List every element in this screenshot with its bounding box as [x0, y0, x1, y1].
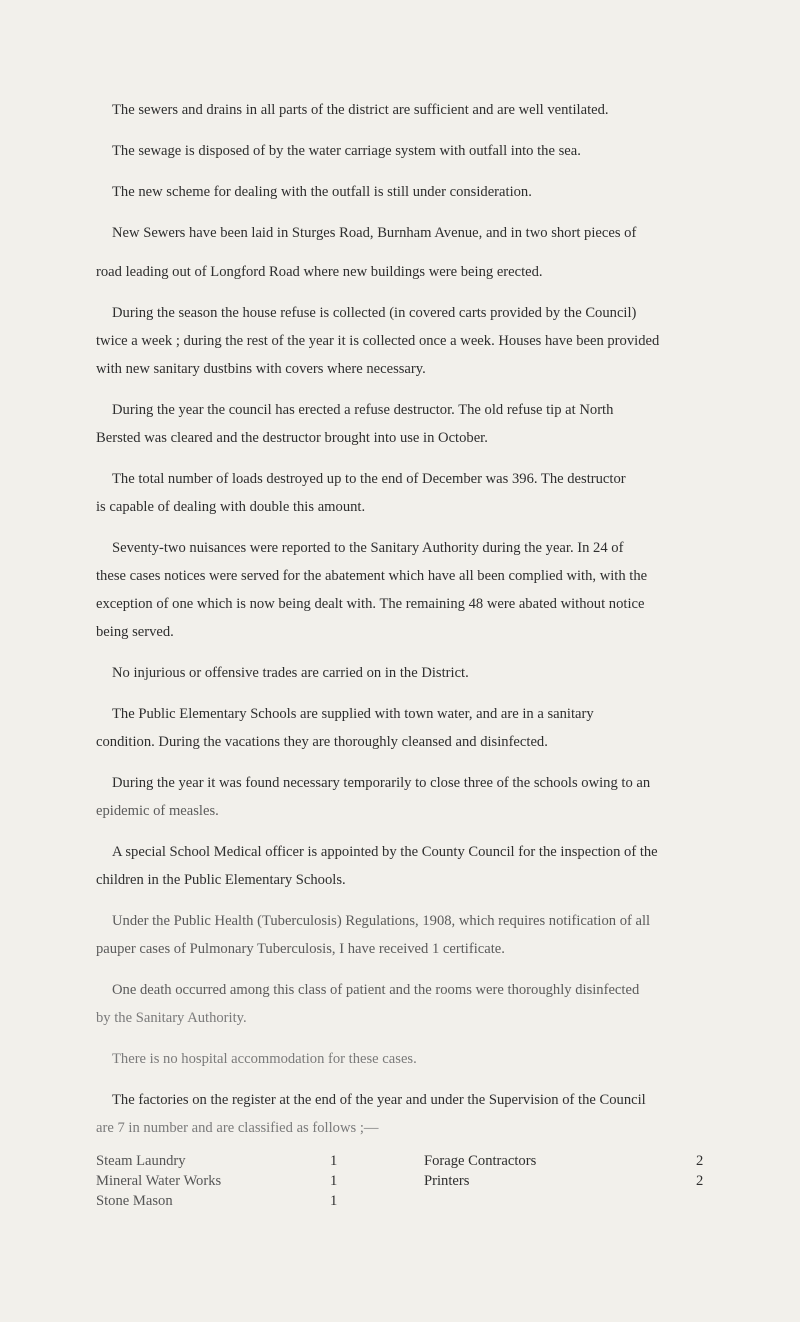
para-tuberculosis-line2: pauper cases of Pulmonary Tuberculosis, I have received 1 certificate. — [96, 941, 505, 957]
factory-count-stone-mason: 1 — [330, 1193, 338, 1209]
para-schools-water-line1: The Public Elementary Schools are supplied with town water, and are in a sanitary — [112, 706, 594, 722]
factory-count-forage: 2 — [696, 1153, 704, 1169]
factory-label-steam-laundry: Steam Laundry — [96, 1153, 186, 1169]
para-nuisances-line3: exception of one which is now being dealt with. The remaining 48 were abated without notice — [96, 596, 645, 612]
factory-count-mineral-water: 1 — [330, 1173, 338, 1189]
para-offensive-trades: No injurious or offensive trades are carried on in the District. — [112, 665, 469, 681]
para-death-line1: One death occurred among this class of patient and the rooms were thoroughly disinfected — [112, 982, 640, 998]
para-nuisances-line2: these cases notices were served for the abatement which have all been complied with, with the — [96, 568, 648, 584]
para-loads-line1: The total number of loads destroyed up to the end of December was 396. The destructor — [112, 471, 626, 487]
para-hospital: There is no hospital accommodation for these cases. — [112, 1051, 417, 1067]
para-house-refuse-line1: During the season the house refuse is collected (in covered carts provided by the Council) — [112, 305, 637, 321]
para-death-line2: by the Sanitary Authority. — [96, 1010, 247, 1026]
factory-label-printers: Printers — [424, 1173, 470, 1189]
para-nuisances-line4: being served. — [96, 624, 174, 640]
factory-label-mineral-water: Mineral Water Works — [96, 1173, 222, 1189]
para-new-scheme: The new scheme for dealing with the outfall is still under consideration. — [112, 184, 532, 200]
factory-label-forage: Forage Contractors — [424, 1153, 537, 1169]
para-destructor-line1: During the year the council has erected a refuse destructor. The old refuse tip at North — [112, 402, 614, 418]
para-new-sewers-line2: road leading out of Longford Road where new buildings were being erected. — [96, 264, 543, 280]
para-measles-line2: epidemic of measles. — [96, 803, 219, 819]
para-measles-line1: During the year it was found necessary temporarily to close three of the schools owing to an — [112, 775, 651, 791]
factory-count-printers: 2 — [696, 1173, 704, 1189]
para-destructor-line2: Bersted was cleared and the destructor brought into use in October. — [96, 430, 488, 446]
para-nuisances-line1: Seventy-two nuisances were reported to the Sanitary Authority during the year. In 24 of — [112, 540, 624, 556]
para-house-refuse-line2: twice a week ; during the rest of the year it is collected once a week. Houses have been provided — [96, 333, 660, 349]
para-sewage-disposal: The sewage is disposed of by the water carriage system with outfall into the sea. — [112, 143, 581, 159]
para-new-sewers-line1: New Sewers have been laid in Sturges Road, Burnham Avenue, and in two short pieces of — [112, 225, 637, 241]
para-factories-line2: are 7 in number and are classified as follows ;— — [96, 1120, 379, 1136]
para-factories-line1: The factories on the register at the end of the year and under the Supervision of the Council — [112, 1092, 646, 1108]
para-sewers-drains: The sewers and drains in all parts of the district are sufficient and are well ventilated. — [112, 102, 609, 118]
factory-count-steam-laundry: 1 — [330, 1153, 338, 1169]
factory-label-stone-mason: Stone Mason — [96, 1193, 173, 1209]
para-medical-officer-line2: children in the Public Elementary Schools. — [96, 872, 346, 888]
para-house-refuse-line3: with new sanitary dustbins with covers where necessary. — [96, 361, 426, 377]
para-loads-line2: is capable of dealing with double this amount. — [96, 499, 366, 515]
para-tuberculosis-line1: Under the Public Health (Tuberculosis) Regulations, 1908, which requires notification of all — [112, 913, 651, 929]
para-schools-water-line2: condition. During the vacations they are thoroughly cleansed and disinfected. — [96, 734, 548, 750]
para-medical-officer-line1: A special School Medical officer is appointed by the County Council for the inspection of the — [112, 844, 658, 860]
